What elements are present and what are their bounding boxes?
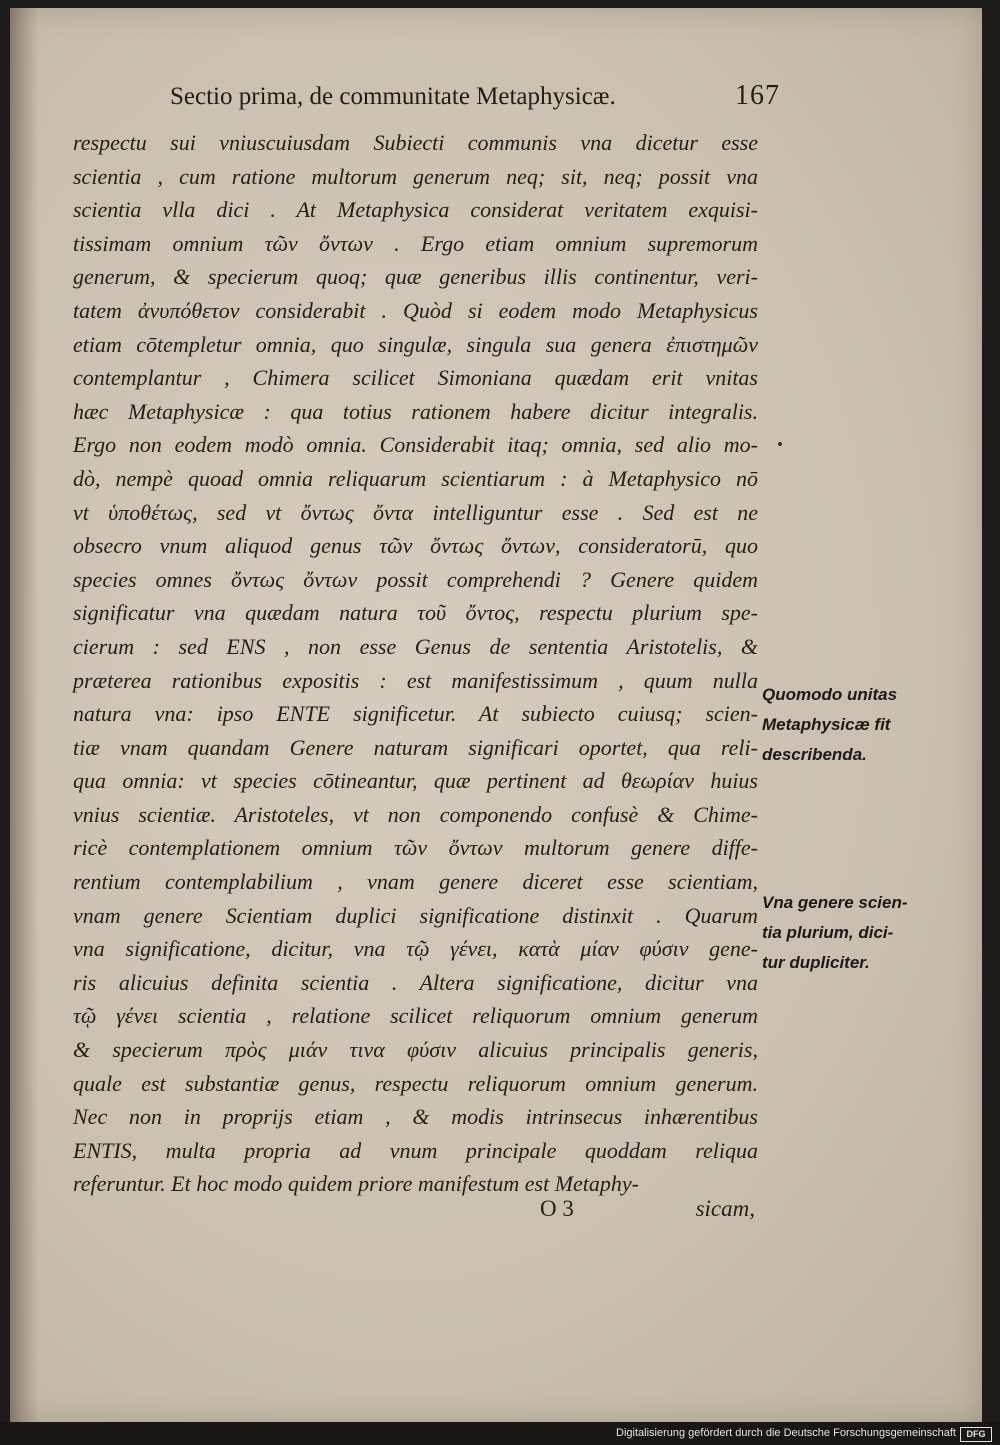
text-line: cierum : sed ENS , non esse Genus de sententia Aristotelis, &	[73, 633, 758, 659]
text-line: τῷ γένει scientia , relatione scilicet reliquorum omnium generum	[73, 1003, 758, 1029]
margin-note-unity	[762, 680, 912, 770]
text-line: dò, nempè quoad omnia reliquarum scientiarum : à Metaphysico nō	[73, 465, 758, 491]
dfg-logo-icon: DFG	[960, 1427, 992, 1442]
text-line: vnius scientiæ. Aristoteles, vt non componendo confusè & Chime-	[73, 801, 758, 827]
text-line: vt ὑποθέτως, sed vt ὄντως ὄντα intelliguntur esse . Sed est ne	[73, 499, 758, 525]
text-line: scientia , cum ratione multorum generum neq; sit, neq; possit vna	[73, 163, 758, 189]
text-line: ENTIS, multa propria ad vnum principale quoddam reliqua	[73, 1137, 758, 1163]
text-line: vnam genere Scientiam duplici significatione distinxit . Quarum	[73, 902, 758, 928]
text-line: generum, & specierum quoq; quæ generibus illis continentur, veri-	[73, 264, 758, 290]
text-line: quale est substantiæ genus, respectu reliquorum omnium generum.	[73, 1070, 758, 1096]
text-line: referuntur. Et hoc modo quidem priore manifestum est Metaphy-	[73, 1171, 640, 1197]
signature-mark: O 3	[540, 1196, 574, 1221]
text-line: Nec non in proprijs etiam , & modis intrinsecus inhærentibus	[73, 1104, 758, 1130]
text-line: species omnes ὄντως ὄντων possit comprehendi ? Genere quidem	[73, 566, 758, 592]
text-line: obsecro vnum aliquod genus τῶν ὄντως ὄντων, consideratorū, quo	[73, 533, 758, 559]
folio-number: 167	[735, 80, 780, 111]
text-line: tiæ vnam quandam Genere naturam significari oportet, qua reli-	[73, 734, 758, 760]
catchword: sicam,	[695, 1196, 755, 1221]
text-line: respectu sui vniuscuiusdam Subiecti communis vna dicetur esse	[73, 130, 758, 155]
running-title: Sectio prima, de communitate Metaphysicæ.	[170, 83, 616, 110]
body-text	[73, 126, 758, 1201]
text-line: rentium contemplabilium , vnam genere diceret esse scientiam,	[73, 869, 758, 895]
margin-note-line: Metaphysicæ fit	[762, 715, 891, 734]
funding-credit: Digitalisierung gefördert durch die Deutsche Forschungsgemeinschaft	[616, 1427, 956, 1439]
text-line: contemplantur , Chimera scilicet Simoniana quædam erit vnitas	[73, 365, 758, 391]
margin-note-line: tur dupliciter.	[762, 953, 870, 972]
text-line: Ergo non eodem modò omnia. Considerabit itaq; omnia, sed alio mo-	[73, 432, 758, 458]
text-line: etiam cōtempletur omnia, quo singulæ, singula sua genera ἐπιστημῶν	[73, 331, 758, 357]
margin-note-genere	[762, 888, 912, 978]
text-line: qua omnia: vt species cōtineantur, quæ pertinent ad θεωρίαν huius	[73, 768, 758, 794]
margin-note-line: Vna genere scien-	[762, 893, 908, 912]
text-line: tissimam omnium τῶν ὄντων . Ergo etiam omnium supremorum	[73, 230, 758, 256]
page-gutter-shadow	[10, 8, 38, 1422]
text-line: significatur vna quædam natura τοῦ ὄντος, respectu plurium spe-	[73, 600, 758, 626]
margin-note-line: tia plurium, dici-	[762, 923, 894, 942]
text-line: & specierum πρὸς μιάν τινα φύσιν alicuius principalis generis,	[73, 1037, 758, 1063]
page-footer	[540, 1196, 755, 1222]
text-line: hæc Metaphysicæ : qua totius rationem habere dicitur integralis.	[73, 398, 758, 424]
text-line: natura vna: ipso ENTE significetur. At subiecto cuiusq; scien-	[73, 701, 758, 727]
running-header	[170, 80, 780, 112]
margin-note-line: Quomodo unitas	[762, 685, 898, 704]
text-line: vna significatione, dicitur, vna τῷ γένει, κατὰ μίαν φύσιν gene-	[73, 936, 758, 962]
margin-dot-mark	[778, 442, 782, 446]
text-line: ricè contemplationem omnium τῶν ὄντων multorum genere diffe-	[73, 835, 758, 861]
text-line: ris alicuius definita scientia . Altera significatione, dicitur vna	[73, 969, 758, 995]
text-line: præterea rationibus expositis : est manifestissimum , quum nulla	[73, 667, 758, 693]
text-line: scientia vlla dici . At Metaphysica considerat veritatem exquisi-	[73, 197, 758, 223]
margin-note-line: describenda.	[762, 745, 867, 764]
text-line: tatem ἀνυπόθετον considerabit . Quòd si eodem modo Metaphysicus	[73, 297, 758, 323]
